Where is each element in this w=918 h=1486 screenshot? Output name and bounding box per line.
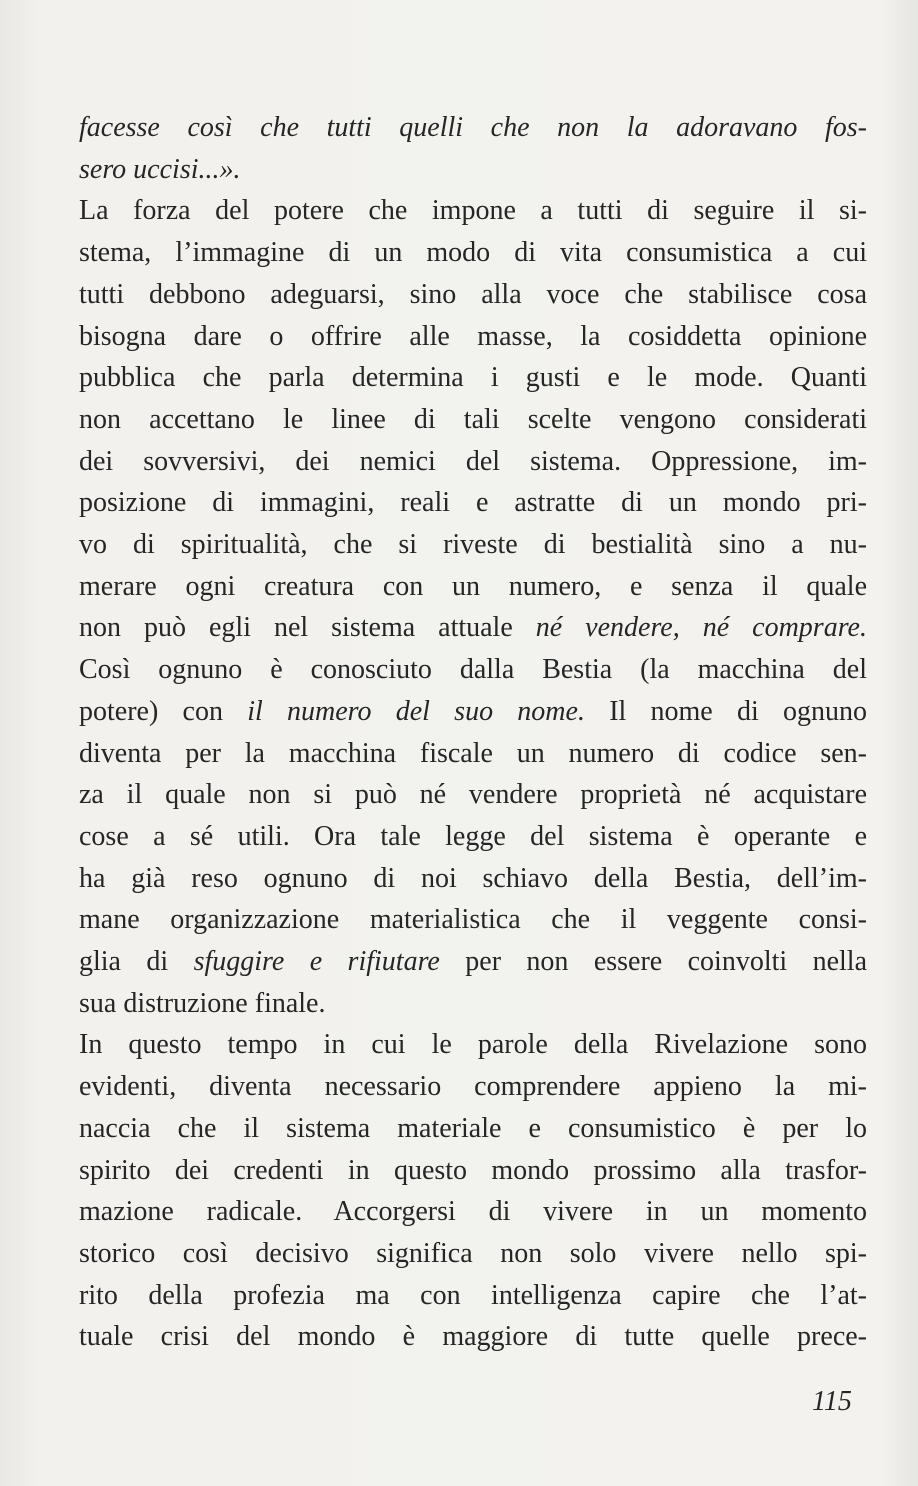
text-line <box>79 316 867 358</box>
text-line <box>79 899 867 941</box>
text-segment: ha già reso ognuno di noi schiavo della Bestia, dell’im- <box>79 862 867 894</box>
text-line <box>79 816 867 858</box>
text-segment: tutti debbono adeguarsi, sino alla voce che stabilisce cosa <box>79 278 867 310</box>
text-segment: bisogna dare o offrire alle masse, la cosiddetta opinione <box>79 320 867 352</box>
text-segment: posizione di immagini, reali e astratte di un mondo pri- <box>79 487 867 519</box>
text-line <box>79 691 867 733</box>
text-line <box>79 399 867 441</box>
text-line <box>79 566 867 608</box>
text-line <box>79 107 867 149</box>
text-line <box>79 441 867 483</box>
text-segment: non accettano le linee di tali scelte vengono considerati <box>79 403 867 435</box>
text-segment: naccia che il sistema materiale e consumistico è per lo <box>79 1112 867 1144</box>
text-line <box>79 858 867 900</box>
text-segment: La forza del potere che impone a tutti di seguire il si- <box>79 195 867 227</box>
text-segment: non può egli nel sistema attuale <box>79 612 536 644</box>
text-segment: dei sovversivi, dei nemici del sistema. Oppressione, im- <box>79 445 867 477</box>
text-segment: diventa per la macchina fiscale un numero di codice sen- <box>79 737 867 769</box>
italic-text: sero uccisi...». <box>79 153 241 185</box>
text-segment: stema, l’immagine di un modo di vita consumistica a cui <box>79 237 867 269</box>
text-segment: per non essere coinvolti nella <box>439 946 867 977</box>
text-line <box>79 607 867 649</box>
italic-text: il numero del suo nome. <box>247 695 585 727</box>
text-line <box>79 274 867 316</box>
text-segment: pubblica che parla determina i gusti e le mode. Quanti <box>79 362 867 394</box>
text-line <box>79 774 867 816</box>
text-segment: mane organizzazione materialistica che il veggente consi- <box>79 904 867 936</box>
text-line <box>79 1150 867 1192</box>
page-number: 115 <box>812 1386 852 1417</box>
italic-text: facesse così che tutti quelli che non la adoravano fos- <box>79 112 867 143</box>
text-line <box>79 1191 867 1233</box>
text-line <box>79 1275 867 1317</box>
text-line <box>79 1024 867 1066</box>
text-segment: cose a sé utili. Ora tale legge del sistema è operante e <box>79 820 867 852</box>
text-segment: rito della profezia ma con intelligenza capire che l’at- <box>79 1279 867 1311</box>
text-line <box>79 1316 867 1358</box>
text-segment: merare ogni creatura con un numero, e senza il quale <box>79 570 867 602</box>
text-segment: evidenti, diventa necessario comprendere appieno la mi- <box>79 1071 867 1103</box>
text-line <box>79 649 867 691</box>
text-segment: tuale crisi del mondo è maggiore di tutte quelle prece- <box>79 1321 867 1353</box>
text-segment: za il quale non si può né vendere proprietà né acquistare <box>79 779 867 811</box>
italic-text: sfuggire e rifiutare <box>193 946 440 977</box>
text-segment: Così ognuno è conosciuto dalla Bestia (la macchina del <box>79 654 867 686</box>
text-segment: spirito dei credenti in questo mondo prossimo alla trasfor- <box>79 1154 867 1186</box>
text-line <box>79 733 867 775</box>
text-line <box>79 190 867 232</box>
text-segment: mazione radicale. Accorgersi di vivere in un momento <box>79 1196 867 1228</box>
text-segment: In questo tempo in cui le parole della Rivelazione sono <box>79 1029 867 1061</box>
text-line <box>79 482 867 524</box>
text-segment: potere) con <box>79 695 248 727</box>
text-line <box>79 983 867 1025</box>
text-segment: sua distruzione finale. <box>79 987 326 1019</box>
text-line <box>79 1108 867 1150</box>
text-segment: glia di <box>79 946 194 977</box>
text-line <box>79 149 867 191</box>
text-line <box>79 1233 867 1275</box>
text-line <box>79 524 867 566</box>
text-line <box>79 232 867 274</box>
text-segment: storico così decisivo significa non solo vivere nello spi- <box>79 1237 867 1269</box>
italic-text: né vendere, né comprare. <box>535 612 867 644</box>
text-line <box>79 357 867 399</box>
text-segment: Il nome di ognuno <box>584 695 867 727</box>
text-segment: vo di spiritualità, che si riveste di bestialità sino a nu- <box>79 529 867 560</box>
text-line <box>79 1066 867 1108</box>
text-line <box>79 941 867 983</box>
